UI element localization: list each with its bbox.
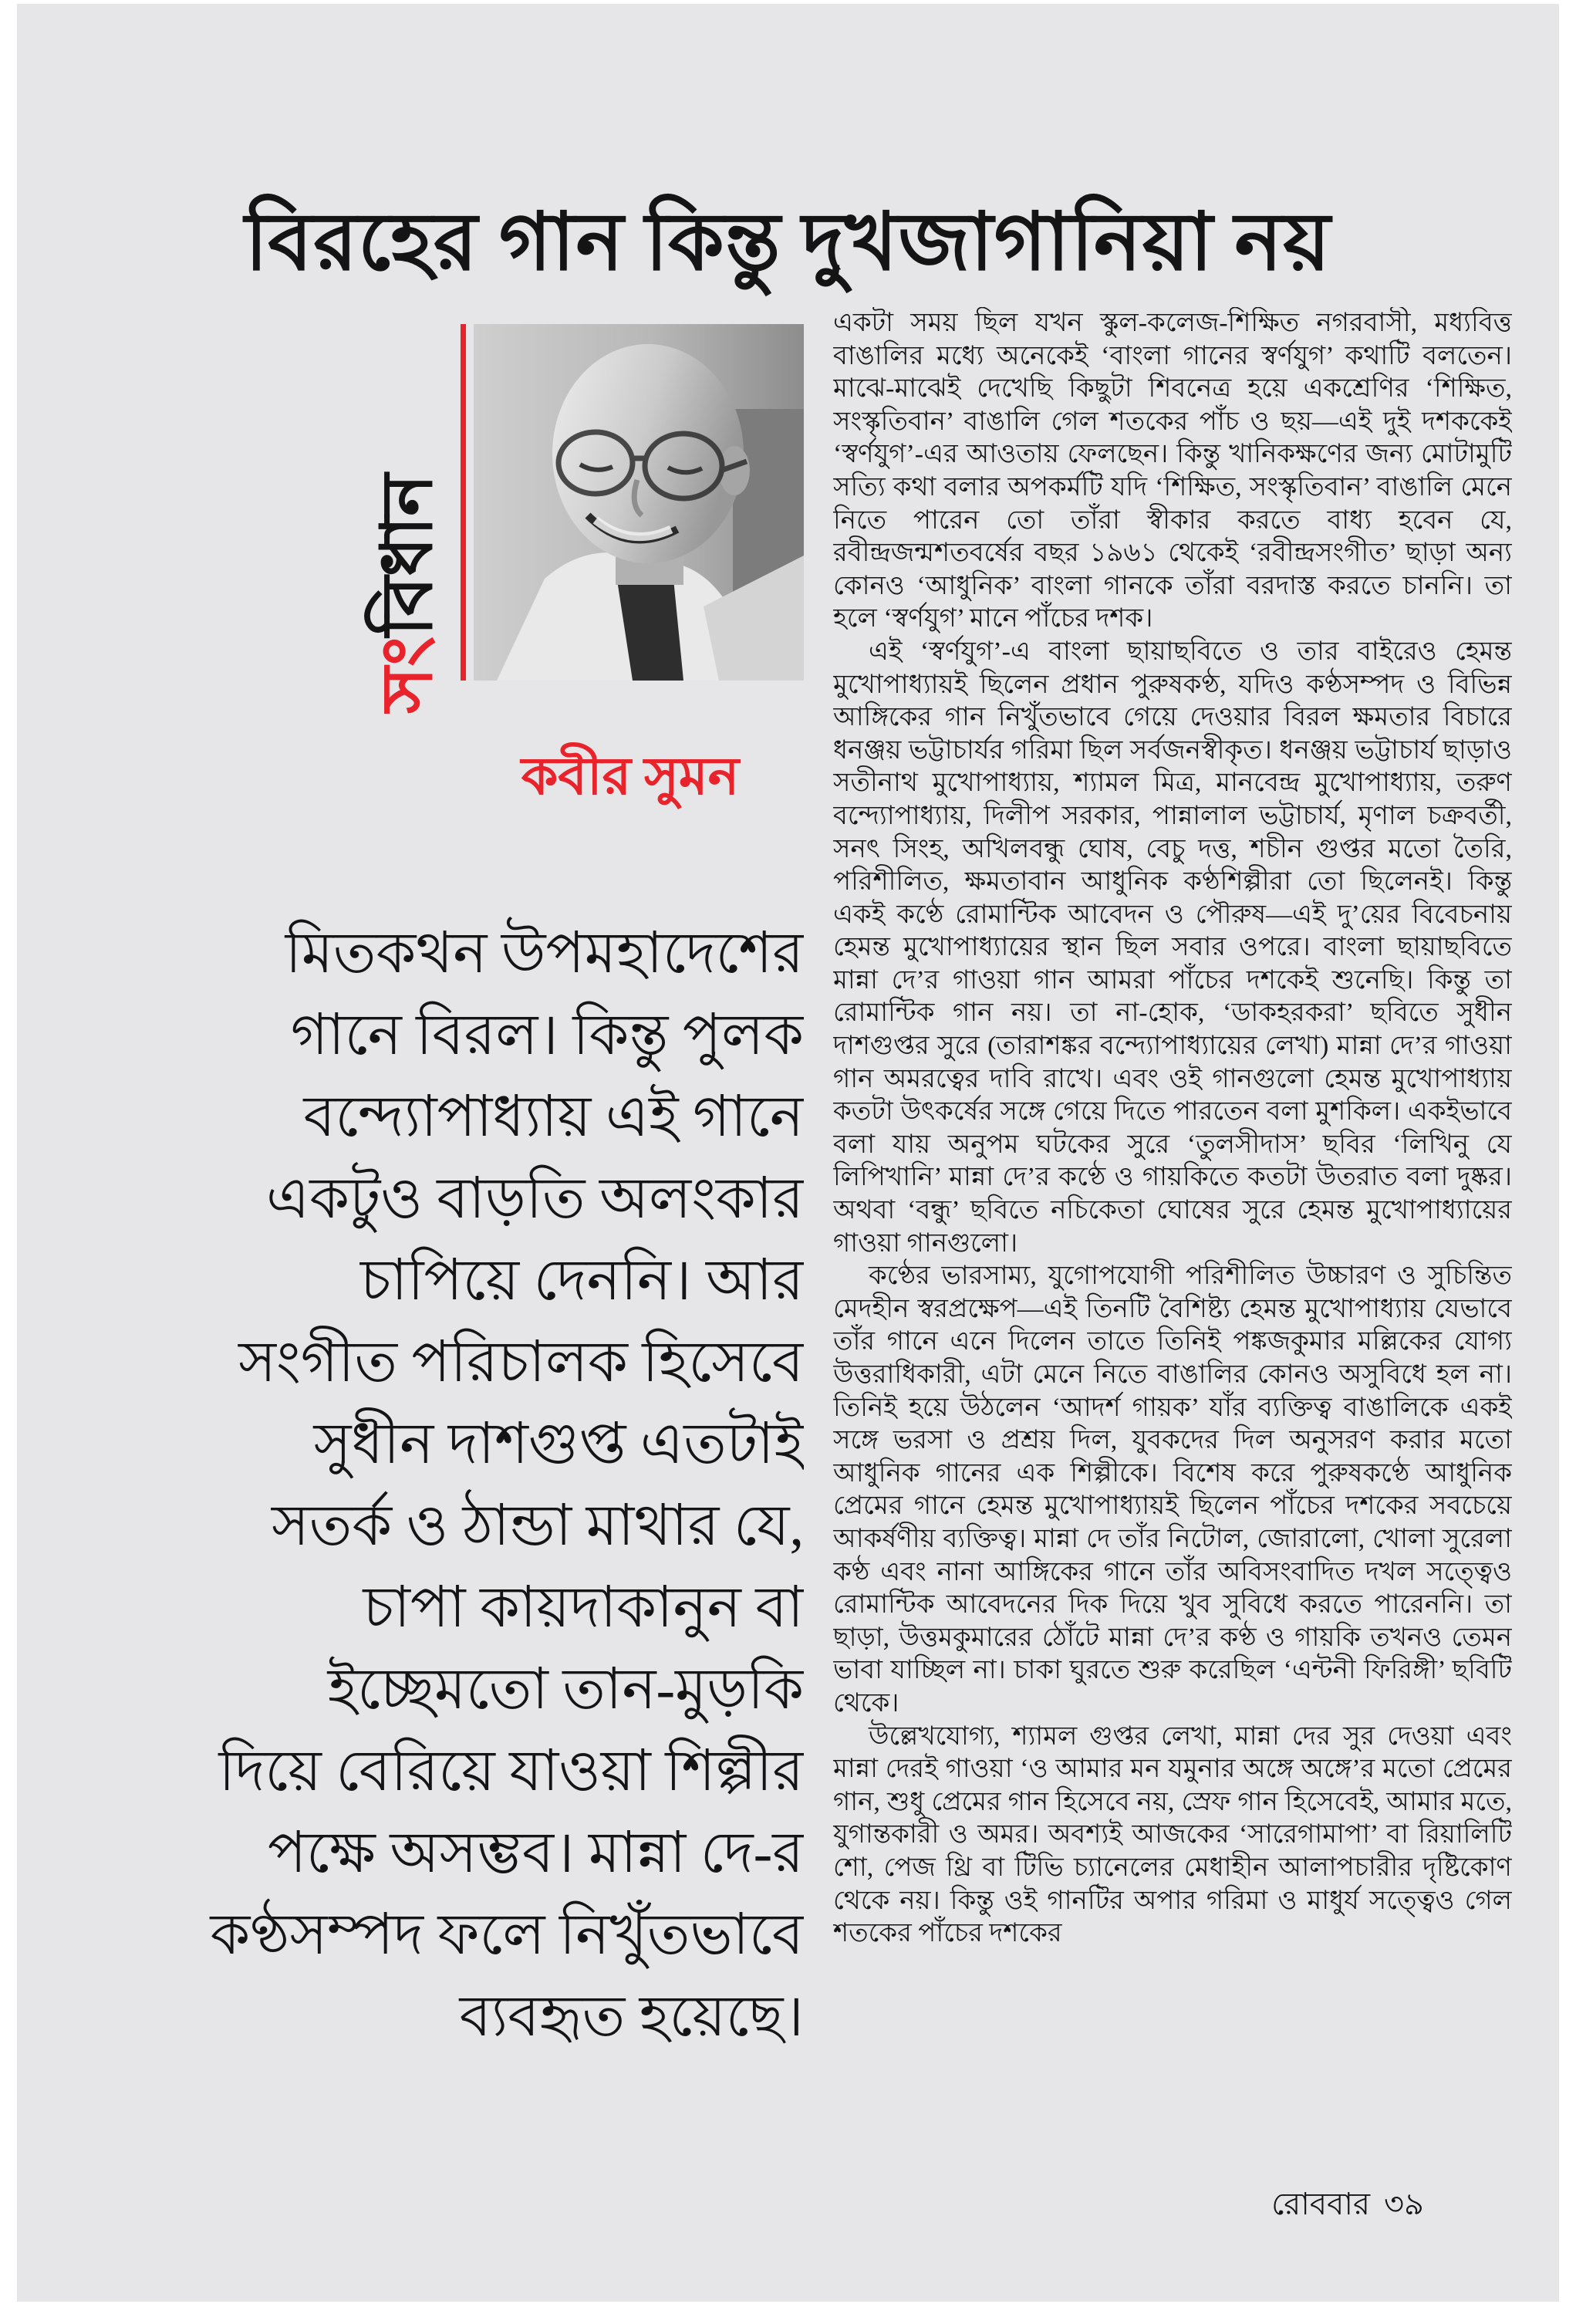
pull-quote-line: চাপিয়ে দেননি। আর — [359, 1249, 804, 1312]
author-name: কবীর সুমন — [521, 747, 740, 806]
page-number: ৩৯ — [1384, 2187, 1424, 2221]
pull-quote-line: একটুও বাড়তি অলংকার — [265, 1167, 804, 1231]
body-paragraph: একটা সময় ছিল যখন স্কুল-কলেজ-শিক্ষিত নগরবাসী, মধ্যবিত্ত বাঙালির মধ্যে অনেকেই ‘বাংলা গানের স্বর্ণযুগ’ কথাটি বলতেন। মাঝে-মাঝেই দেখেছি কিছুটা শিবনেত্র হয়ে একশ্রেণির ‘শিক্ষিত, সংস্কৃতিবান’ বাঙালি গেল শতকের পাঁচ ও ছয়—এই দুই দশককেই ‘স্বর্ণযুগ’-এর আওতায় ফেলছেন। কিন্তু খানিকক্ষণের জন্য মোটামুটি সত্যি কথা বলার অপকর্মটি যদি ‘শিক্ষিত, সংস্কৃতিবান’ বাঙালি মেনে নিতে পারেন তো তাঁরা স্বীকার করতে বাধ্য হবেন যে, রবীন্দ্রজন্মশতবর্ষের বছর ১৯৬১ থেকেই ‘রবীন্দ্রসংগীত’ ছাড়া অন্য কোনও ‘আধুনিক’ বাংলা গানকে তাঁরা বরদাস্ত করতে চাননি। তা হলে ‘স্বর্ণযুগ’ মানে পাঁচের দশক। — [833, 309, 1512, 633]
pull-quote-line: কণ্ঠসম্পদ ফলে নিখুঁতভাবে — [210, 1903, 804, 1967]
pull-quote-line: সুধীন দাশগুপ্ত এতটাই — [313, 1413, 804, 1476]
pull-quote-line: ইচ্ছেমতো তান-মুড়কি — [327, 1658, 804, 1721]
pull-quote-line: সতর্ক ও ঠান্ডা মাথার যে, — [272, 1495, 804, 1558]
body-paragraph: উল্লেখযোগ্য, শ্যামল গুপ্তর লেখা, মান্না দের সুর দেওয়া এবং মান্না দেরই গাওয়া ‘ও আমার মন যমুনার অঙ্গে অঙ্গে’র মতো প্রেমের গান, শুধু প্রেমের গান হিসেবে নয়, স্রেফ গান হিসেবেই, আমার মতে, যুগান্তকারী ও অমর। অবশ্যই আজকের ‘সারেগামাপা’ বা রিয়ালিটি শো, পেজ থ্রি বা টিভি চ্যানেলের মেধাহীন আলাপচারীর দৃষ্টিকোণ থেকে নয়। কিন্তু ওই গানটির অপার গরিমা ও মাধুর্য সত্ত্বেও গেল শতকের পাঁচের দশকের — [833, 1721, 1512, 1948]
pull-quote-line: গানে বিরল। কিন্তু পুলক — [290, 1004, 804, 1067]
masthead-label-black-part: বিধান — [368, 473, 447, 637]
pull-quote-line: বন্দ্যোপাধ্যায় এই গানে — [303, 1086, 804, 1149]
body-paragraph: এই ‘স্বর্ণযুগ’-এ বাংলা ছায়াছবিতে ও তার বাইরেও হেমন্ত মুখোপাধ্যায়ই ছিলেন প্রধান পুরুষকণ্ঠ, যদিও কণ্ঠসম্পদ ও বিভিন্ন আঙ্গিকের গান নিখুঁতভাবে গেয়ে দেওয়ার বিরল ক্ষমতার বিচারে ধনঞ্জয় ভট্টাচার্যর গরিমা ছিল সর্বজনস্বীকৃত। ধনঞ্জয় ভট্টাচার্য ছাড়াও সতীনাথ মুখোপাধ্যায়, শ্যামল মিত্র, মানবেন্দ্র মুখোপাধ্যায়, তরুণ বন্দ্যোপাধ্যায়, দিলীপ সরকার, পান্নালাল ভট্টাচার্য, মৃণাল চক্রবর্তী, সনৎ সিংহ, অখিলবন্ধু ঘোষ, বেচু দত্ত, শচীন গুপ্তর মতো তৈরি, পরিশীলিত, ক্ষমতাবান আধুনিক কণ্ঠশিল্পীরা তো ছিলেনই। কিন্তু একই কণ্ঠে রোমান্টিক আবেদন ও পৌরুষ—এই দু’য়ের বিবেচনায় হেমন্ত মুখোপাধ্যায়ের স্থান ছিল সবার ওপরে। বাংলা ছায়াছবিতে মান্না দে’র গাওয়া গান আমরা পাঁচের দশকেই শুনেছি। কিন্তু তা রোমান্টিক গান নয়। তা না-হোক, ‘ডাকহরকরা’ ছবিতে সুধীন দাশগুপ্তর সুরে (তারাশঙ্কর বন্দ্যোপাধ্যায়ের লেখা) মান্না দে’র গাওয়া গান অমরত্বের দাবি রাখে। এবং ওই গানগুলো হেমন্ত মুখোপাধ্যায় কতটা উৎকর্ষের সঙ্গে গেয়ে দিতে পারতেন বলা মুশকিল। একইভাবে বলা যায় অনুপম ঘটকের সুরে ‘তুলসীদাস’ ছবির ‘লিখিনু যে লিপিখানি’ মান্না দে’র কণ্ঠে ও গায়কিতে কতটা উতরাত বলা দুষ্কর। অথবা ‘বন্ধু’ ছবিতে নচিকেতা ঘোষের সুরে হেমন্ত মুখোপাধ্যায়ের গাওয়া গানগুলো। — [833, 637, 1512, 1258]
magazine-name: রোববার — [1271, 2187, 1371, 2221]
pull-quote-line: চাপা কায়দাকানুন বা — [363, 1576, 804, 1640]
pull-quote-line: সংগীত পরিচালক হিসেবে — [238, 1331, 804, 1394]
article-title: বিরহের গান কিন্তু দুখজাগানিয়া নয় — [245, 198, 1331, 287]
pull-quote-line: পক্ষে অসম্ভব। মান্না দে-র — [267, 1822, 804, 1885]
column-masthead-vertical-label — [362, 316, 453, 714]
magazine-page — [17, 4, 1559, 2302]
pull-quote-line: দিয়ে বেরিয়ে যাওয়া শিল্পীর — [218, 1740, 804, 1803]
body-paragraph: কণ্ঠের ভারসাম্য, যুগোপযোগী পরিশীলিত উচ্চারণ ও সুচিন্তিত মেদহীন স্বরপ্রক্ষেপ—এই তিনটি বৈশিষ্ট্য হেমন্ত মুখোপাধ্যায় যেভাবে তাঁর গানে এনে দিলেন তাতে তিনিই পঙ্কজকুমার মল্লিকের যোগ্য উত্তরাধিকারী, এটা মেনে নিতে বাঙালির কোনও অসুবিধে হল না। তিনিই হয়ে উঠলেন ‘আদর্শ গায়ক’ যাঁর ব্যক্তিত্ব বাঙালিকে একই সঙ্গে ভরসা ও প্রশ্রয় দিল, যুবকদের দিল অনুসরণ করার মতো আধুনিক গানের এক শিল্পীকে। বিশেষ করে পুরুষকণ্ঠে আধুনিক প্রেমের গানে হেমন্ত মুখোপাধ্যায়ই ছিলেন পাঁচের দশকের সবচেয়ে আকর্ষণীয় ব্যক্তিত্ব। মান্না দে তাঁর নিটোল, জোরালো, খোলা সুরেলা কণ্ঠ এবং নানা আঙ্গিকের গানে তাঁর অবিসংবাদিত দখল সত্ত্বেও রোমান্টিক আবেদনের দিক দিয়ে খুব সুবিধে করতে পারেননি। তা ছাড়া, উত্তমকুমারের ঠোঁটে মান্না দে’র কণ্ঠ ও গায়কি তখনও তেমন ভাবা যাচ্ছিল না। চাকা ঘুরতে শুরু করেছিল ‘এন্টনী ফিরিঙ্গী’ ছবিটি থেকে। — [833, 1262, 1512, 1718]
author-photo — [474, 324, 804, 681]
pull-quote-line: মিতকথন উপমহাদেশের — [285, 922, 804, 985]
pull-quote — [106, 913, 804, 2066]
pull-quote-line: ব্যবহৃত হয়েছে। — [459, 1985, 804, 2049]
masthead-label-red-part: সং — [368, 636, 447, 714]
photo-accent-rule — [461, 324, 466, 681]
page-footer — [833, 2180, 1424, 2226]
article-body — [833, 307, 1512, 2163]
